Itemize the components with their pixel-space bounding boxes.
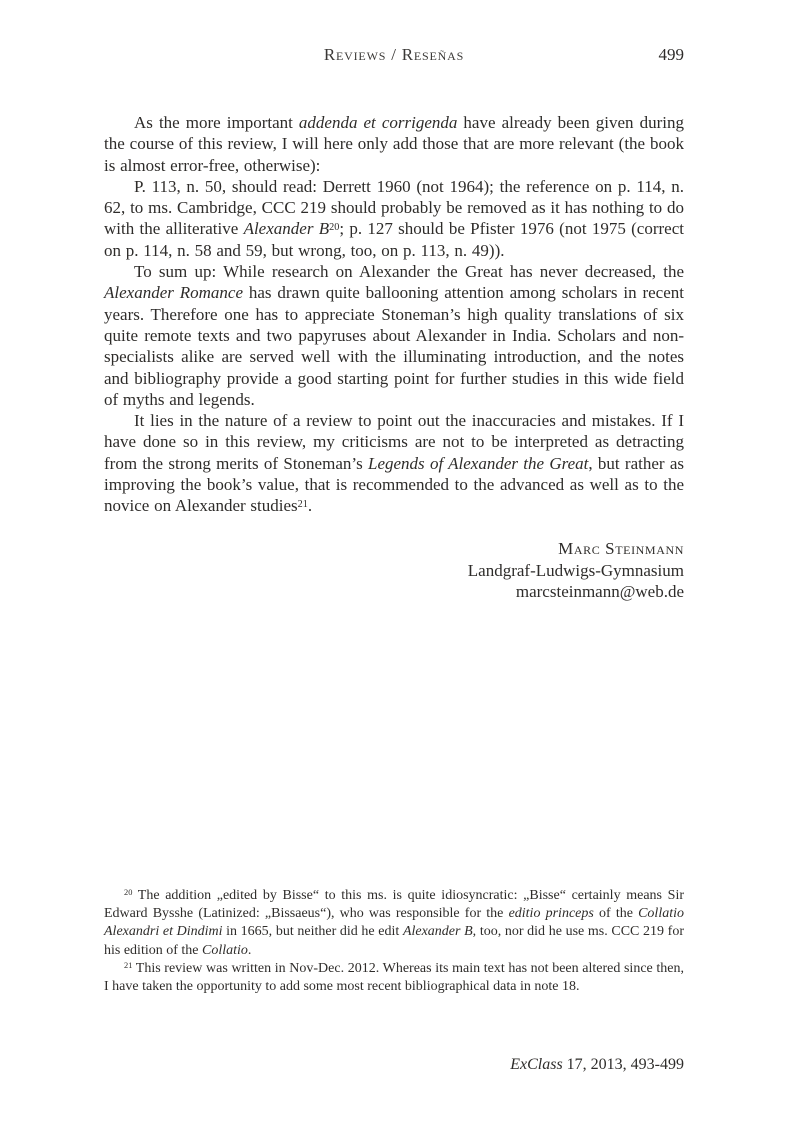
footnotes-section bbox=[104, 887, 684, 996]
author-name: Marc Steinmann bbox=[558, 539, 684, 558]
footnote-21: $^{21}$ This review was written in Nov-Dec. 2012. Whereas its main text has not been altered since then, I have taken the opportunity to add some most recent bibliographical data in note 18. bbox=[104, 960, 684, 995]
paragraph-addenda: As the more important addenda et corrigenda have already been given during the course of this review, I will here only add those that are more relevant (the book is almost error-free, otherwise): bbox=[104, 113, 684, 175]
journal-citation bbox=[510, 1056, 684, 1074]
page-number: 499 bbox=[658, 45, 684, 64]
footnote-20: $^{20}$ The addition „edited by Bisse“ to this ms. is quite idiosyncratic: „Bisse“ certainly means Sir Edward Bysshe (Latinized: „Bissaeus“), who was responsible for the editio princeps of the Collatio Alexandri et Dindimi in 1665, but neither did he edit Alexander B, too, nor did he use ms. CCC 219 for his edition of the Collatio. bbox=[104, 888, 684, 958]
author-affiliation: Landgraf-Ludwigs-Gymnasium bbox=[467, 560, 684, 580]
page-header bbox=[104, 45, 684, 65]
signature-block bbox=[468, 538, 684, 603]
paragraph-corrections: P. 113, n. 50, should read: Derrett 1960 (not 1964); the reference on p. 114, n. 62, to ms. Cambridge, CCC 219 should probably be removed as it has nothing to do with the alliterative Alexander $B^{20}$; p. 127 should be Pfister 1976 (not 1975 (correct on p. 114, n. 58 and 59, but wrong, too, on p. 113, n. 49)). bbox=[104, 176, 684, 260]
journal-citation-text: ExClass 17, 2013, 493-499 bbox=[510, 1056, 684, 1073]
review-body bbox=[104, 112, 684, 517]
paragraph-summary: To sum up: While research on Alexander the Great has never decreased, the Alexander Romance has drawn quite ballooning attention among scholars in recent years. Therefore one has to appreciate Stoneman’s high quality translations of six quite remote texts and two papyruses about Alexander in India. Scholars and non-specialists alike are served well with the illuminating introduction, and the notes and bibliography provide a good starting point for further studies in this wide field of myths and legends. bbox=[104, 262, 684, 409]
running-title: Reviews / Reseñas bbox=[323, 45, 465, 64]
author-email: marcsteinmann@web.de bbox=[515, 582, 684, 601]
paragraph-conclusion: It lies in the nature of a review to point out the inaccuracies and mistakes. If I have done so in this review, my criticisms are not to be interpreted as detracting from the strong merits of Stoneman’s Legends of Alexander the Great, but rather as improving the book’s value, that is recommended to the advanced as well as to the novice on Alexander studies$^{21}$. bbox=[104, 411, 684, 516]
